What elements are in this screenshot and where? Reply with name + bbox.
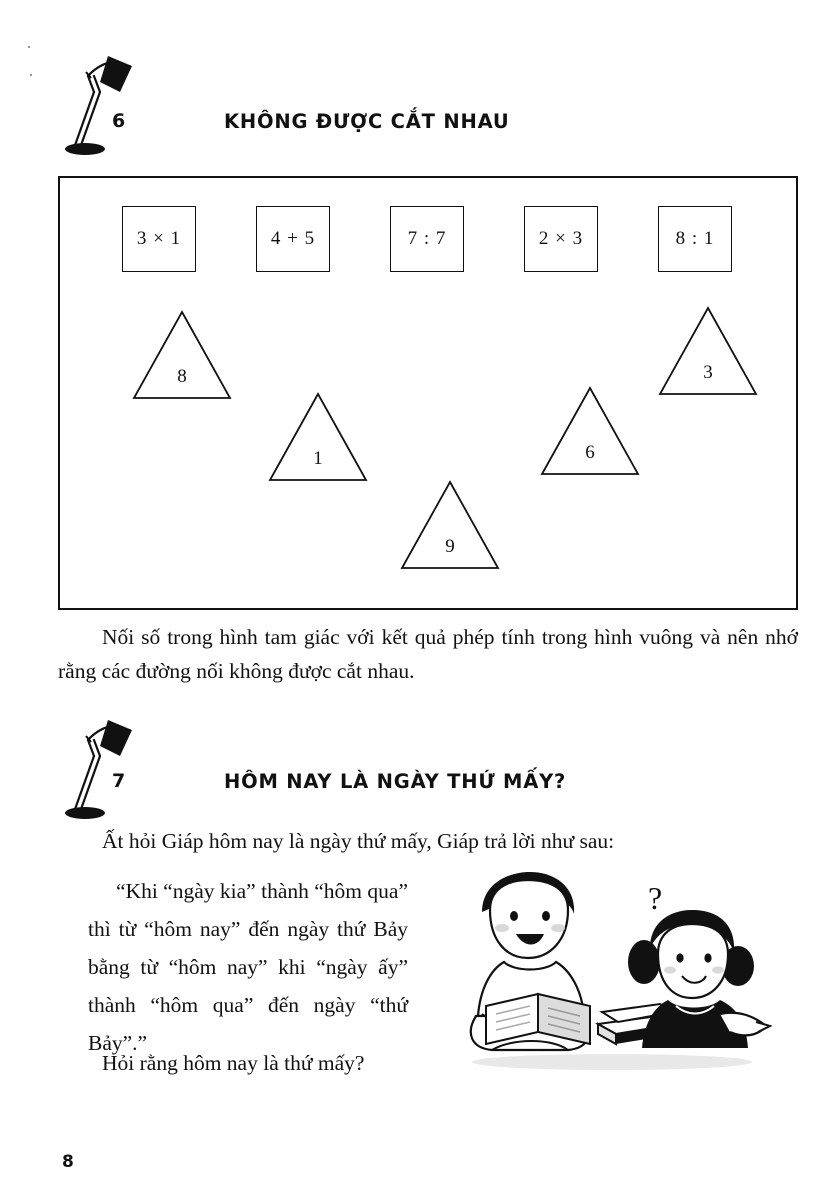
exercise-7-title: HÔM NAY LÀ NGÀY THỨ MẤY? <box>224 770 567 793</box>
number-triangle[interactable] <box>266 390 370 484</box>
operation-square[interactable]: 7 : 7 <box>390 206 464 272</box>
exercise-7-quote-text: “Khi “ngày kia” thành “hôm qua” thì từ “hôm nay” đến ngày thứ Bảy bằng từ “hôm nay” khi “ngày ấy” thành “hôm qua” đến ngày “thứ Bảy”.” <box>88 879 408 1055</box>
exercise-7-quote <box>88 872 408 1062</box>
paper-speck <box>28 46 30 48</box>
number-triangle-label: 1 <box>313 448 323 469</box>
operation-square[interactable]: 3 × 1 <box>122 206 196 272</box>
number-triangle-label: 9 <box>445 536 455 557</box>
exercise-7-question <box>58 1046 478 1080</box>
number-triangle-label: 8 <box>177 366 187 387</box>
number-triangle[interactable] <box>130 308 234 402</box>
question-mark-illustration: ? <box>648 880 663 916</box>
exercise-6-number: 6 <box>112 110 126 132</box>
number-triangle[interactable] <box>398 478 502 572</box>
operation-square[interactable]: 8 : 1 <box>658 206 732 272</box>
number-triangle-label: 3 <box>703 362 713 383</box>
exercise-6-instruction-text: Nối số trong hình tam giác với kết quả phép tính trong hình vuông và nên nhớ rằng các đường nối không được cắt nhau. <box>58 625 798 683</box>
exercise-7-intro-text: Ất hỏi Giáp hôm nay là ngày thứ mấy, Giáp trả lời như sau: <box>102 829 615 853</box>
exercise-7-intro <box>58 824 778 858</box>
operation-square[interactable]: 2 × 3 <box>524 206 598 272</box>
desk-lamp-icon <box>58 712 140 822</box>
operation-square[interactable]: 4 + 5 <box>256 206 330 272</box>
exercise-6-instruction <box>58 620 798 688</box>
puzzle-frame <box>58 176 798 610</box>
number-triangle-label: 6 <box>585 442 595 463</box>
page-number: 8 <box>62 1152 74 1172</box>
exercise-7-number: 7 <box>112 770 126 792</box>
children-reading-illustration <box>452 866 772 1076</box>
exercise-7-question-text: Hỏi rằng hôm nay là thứ mấy? <box>102 1051 365 1075</box>
desk-lamp-icon <box>58 48 140 158</box>
number-triangle[interactable] <box>538 384 642 478</box>
exercise-6-title: KHÔNG ĐƯỢC CẮT NHAU <box>224 110 510 133</box>
paper-speck <box>30 74 32 76</box>
number-triangle[interactable] <box>656 304 760 398</box>
